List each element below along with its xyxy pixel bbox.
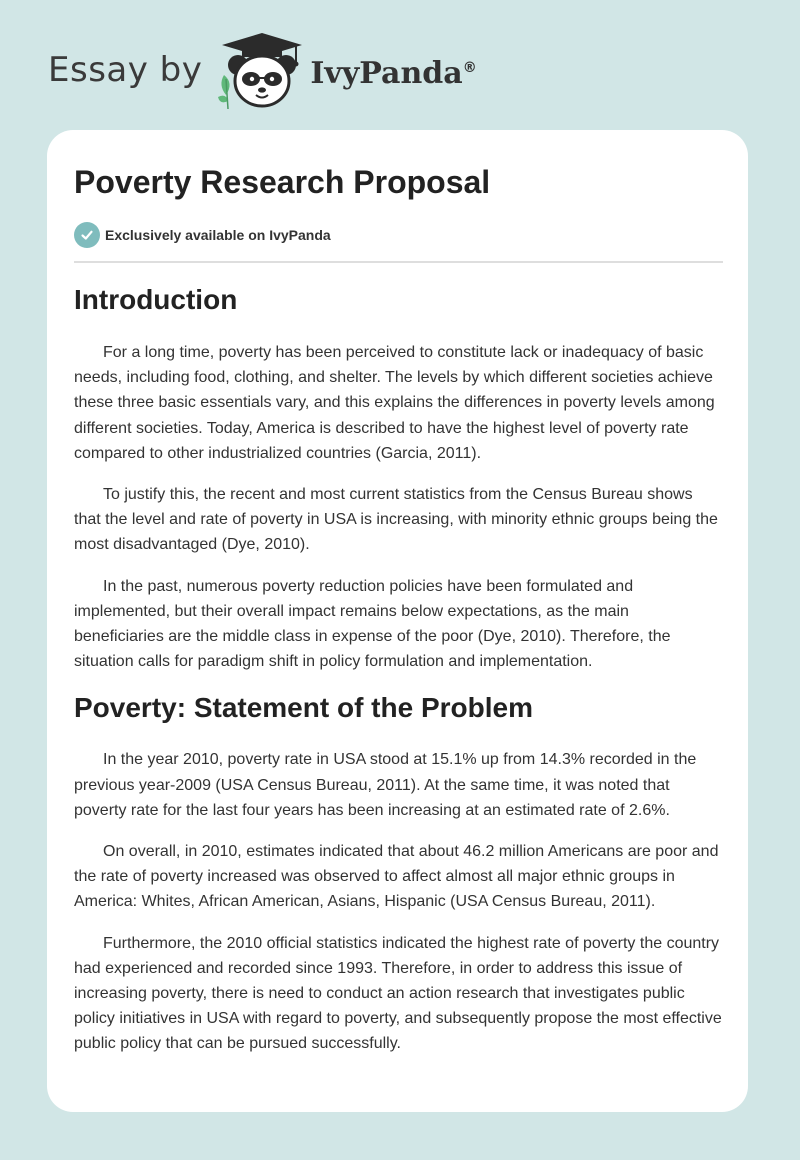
paragraph: Furthermore, the 2010 official statistics indicated the highest rate of poverty the country had experienced and recorded since 1993. Therefore, in order to address this issue of increasing poverty, there is need to conduct an action research that investigates public policy initiatives in USA with regard to poverty, and subsequently propose the most effective public policy that can be pursued successfully. xyxy=(74,934,722,1053)
check-icon xyxy=(74,222,100,248)
essay-body xyxy=(74,282,723,1057)
site-header xyxy=(48,30,477,110)
paragraph: To justify this, the recent and most current statistics from the Census Bureau shows that the level and rate of poverty in USA is increasing, with minority ethnic groups being the most disadvantaged (Dye, 2010). xyxy=(74,486,718,554)
divider xyxy=(74,261,723,263)
brand-name[interactable]: IvyPanda® xyxy=(310,55,477,91)
badge-label: Exclusively available on IvyPanda xyxy=(105,227,331,243)
page-title: Poverty Research Proposal xyxy=(74,164,491,200)
essay-by-label: Essay by xyxy=(48,50,203,90)
section-heading-introduction: Introduction xyxy=(74,284,238,315)
section-heading-problem: Poverty: Statement of the Problem xyxy=(74,692,533,724)
panda-graduate-icon[interactable] xyxy=(216,29,308,111)
exclusive-badge xyxy=(74,222,331,248)
essay-card xyxy=(47,130,748,1112)
paragraph: In the past, numerous poverty reduction policies have been formulated and implemented, but their overall impact remains below expectations, as the main beneficiaries are the middle class in expense of the poor (Dye, 2010). Therefore, the situation calls for paradigm shift in policy formulation and implementation. xyxy=(74,577,671,671)
paragraph: In the year 2010, poverty rate in USA stood at 15.1% up from 14.3% recorded in the previous year-2009 (USA Census Bureau, 2011). At the same time, it was noted that poverty rate for the last four years has been increasing at an estimated rate of 2.6%. xyxy=(74,751,697,819)
paragraph: On overall, in 2010, estimates indicated that about 46.2 million Americans are poor and the rate of poverty increased was observed to affect almost all major ethnic groups in America: Whites, African American, Asians, Hispanic (USA Census Bureau, 2011). xyxy=(74,843,719,911)
paragraph: For a long time, poverty has been perceived to constitute lack or inadequacy of basic needs, including food, clothing, and shelter. The levels by which different societies achieve these three basic essentials vary, and this explains the differences in poverty levels among different societies. Today, America is described to have the highest level of poverty rate compared to other industrialized countries (Garcia, 2011). xyxy=(74,344,715,462)
